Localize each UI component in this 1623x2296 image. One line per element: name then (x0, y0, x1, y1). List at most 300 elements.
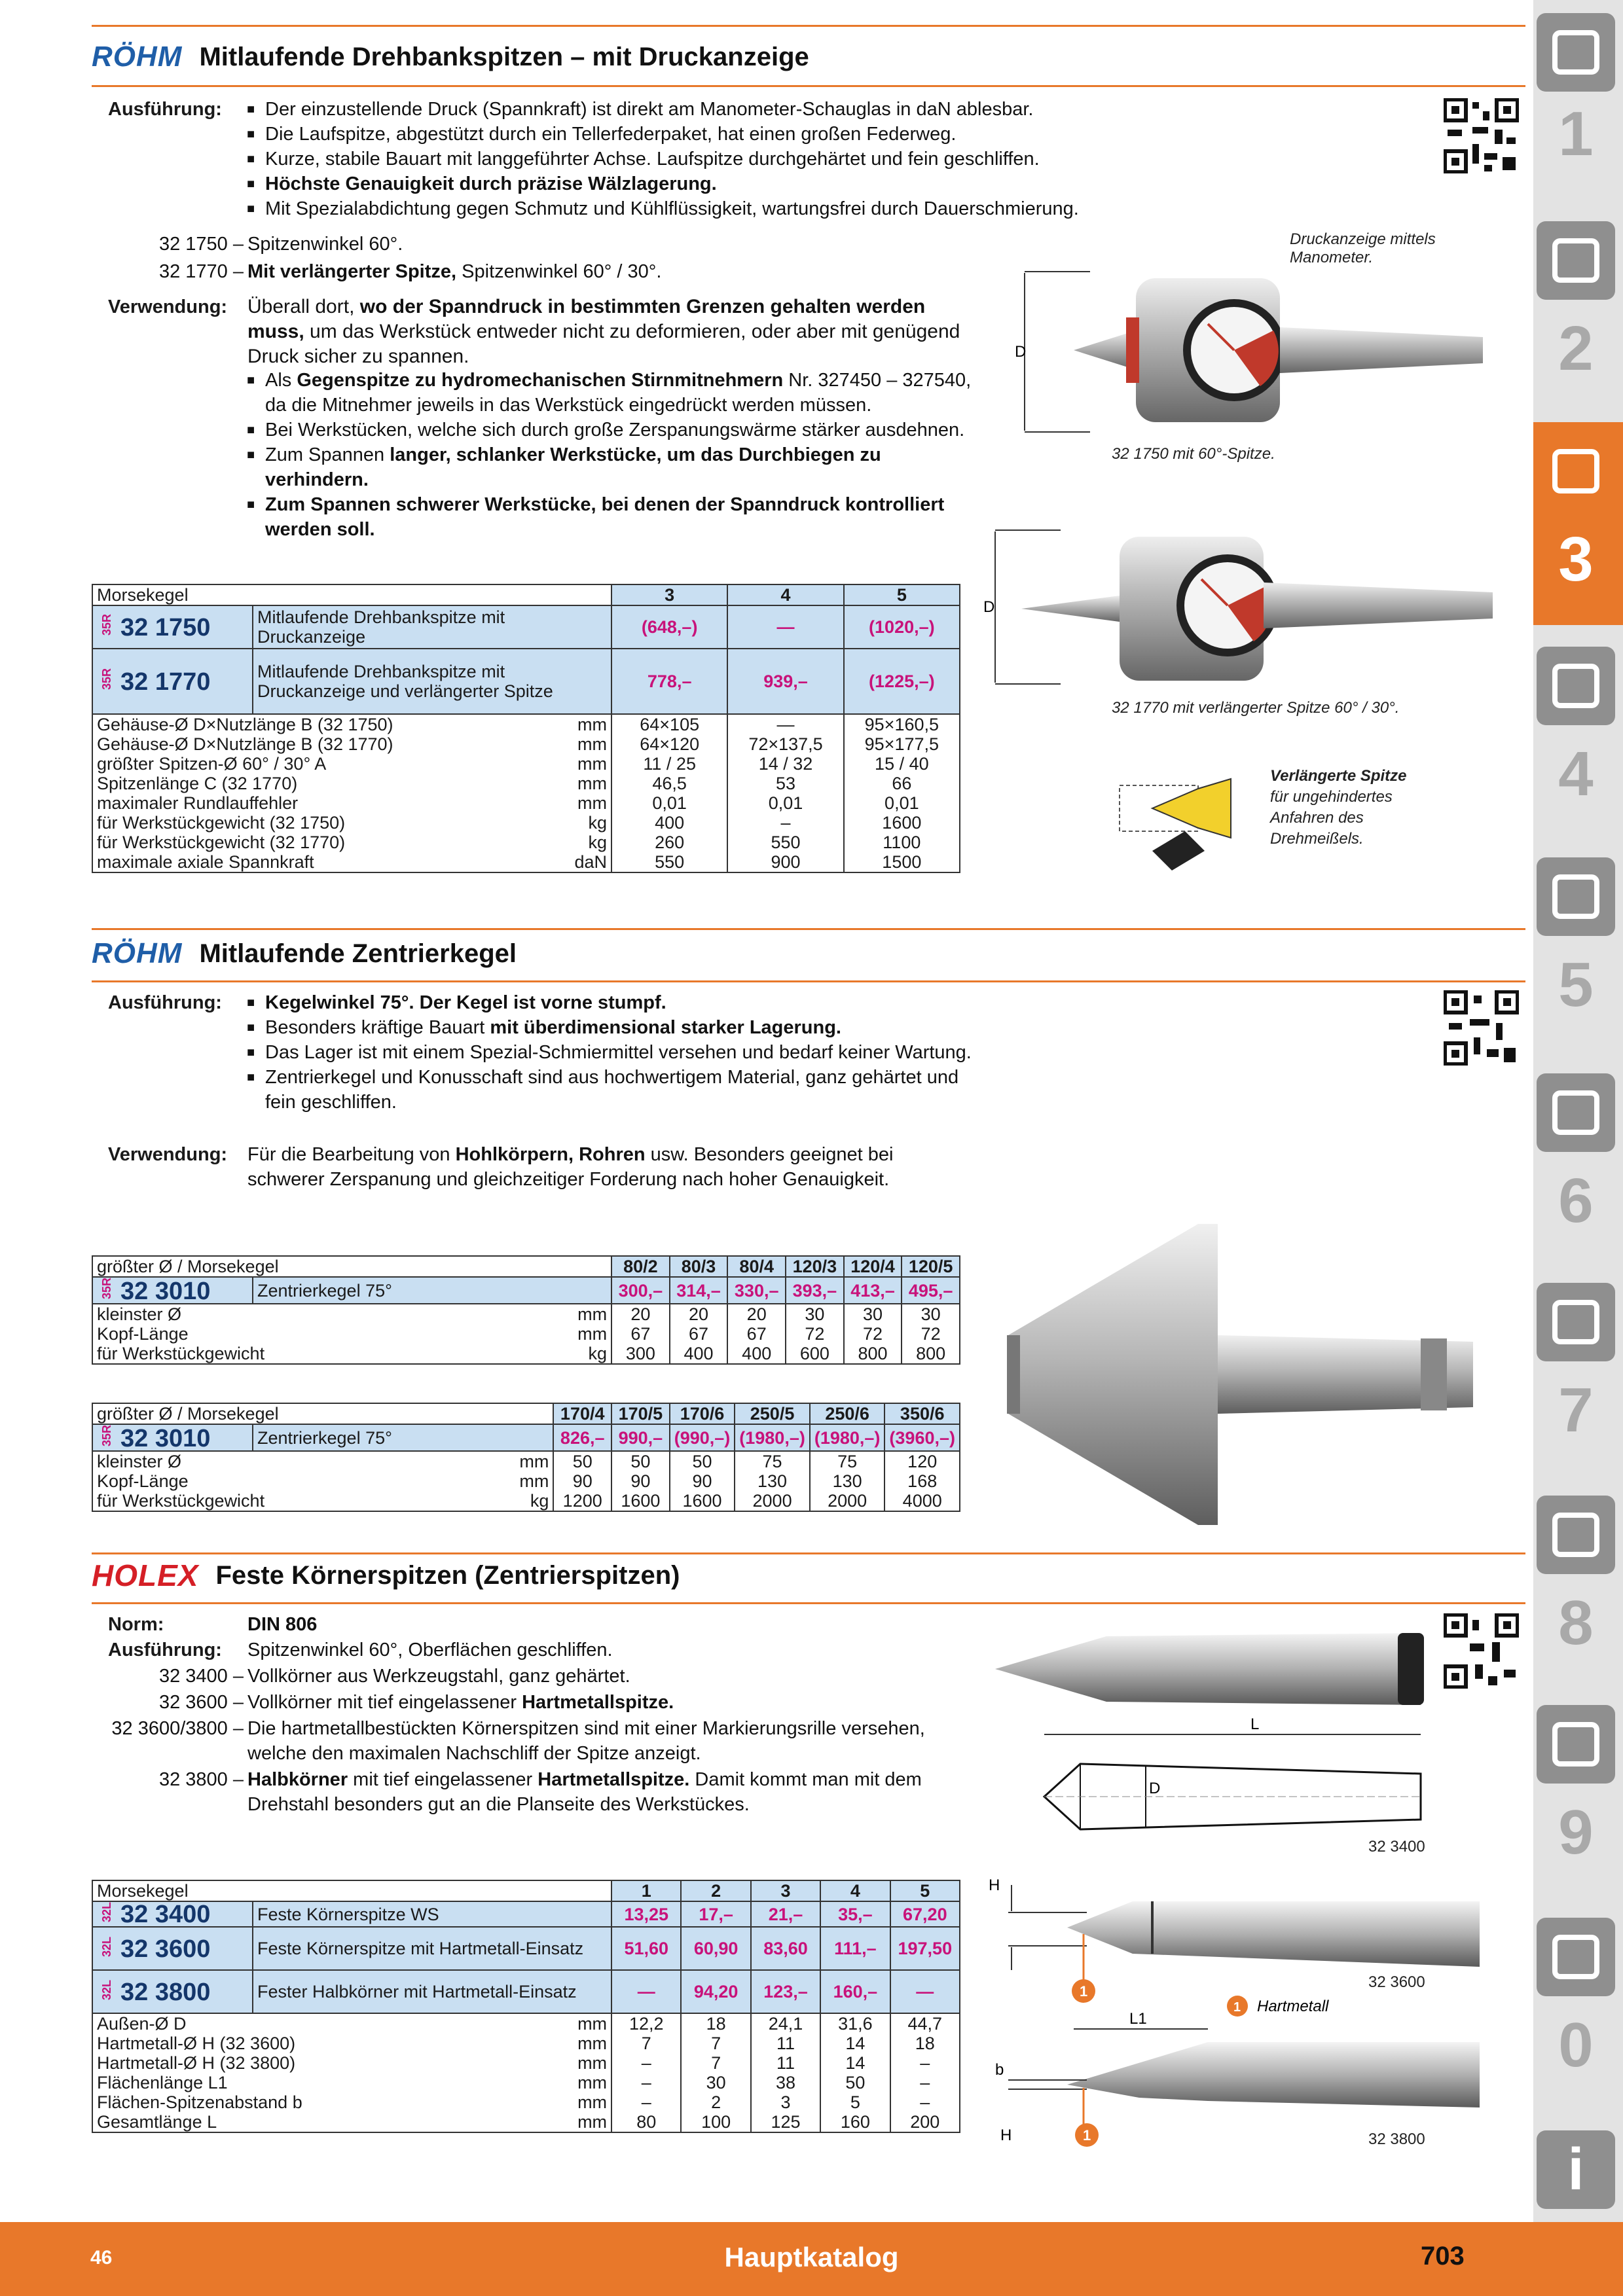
column-header: 170/6 (670, 1403, 735, 1424)
spec-value: 130 (810, 1471, 885, 1491)
spec-value: 7 (681, 2053, 750, 2073)
product-description: Zentrierkegel 75° (253, 1277, 611, 1304)
saw-icon[interactable] (1537, 857, 1615, 936)
product-row[interactable] (92, 649, 960, 714)
section3-rule (92, 1602, 1525, 1604)
spec-label: für Werkstückgewicht (32 1750) (92, 813, 559, 833)
svg-text:b: b (995, 2061, 1004, 2079)
spec-row (92, 2092, 960, 2112)
table-header-row (92, 584, 960, 605)
spec-value: 90 (670, 1471, 735, 1491)
spec-unit: kg (559, 813, 611, 833)
chapter-number[interactable]: 0 (1558, 2010, 1594, 2080)
svg-text:1: 1 (1083, 2127, 1091, 2144)
roehm-logo: RÖHM (92, 937, 183, 969)
spec-value: 1600 (670, 1491, 735, 1511)
spec-value: 0,01 (727, 793, 843, 813)
price-cell: 111,– (820, 1927, 890, 1970)
variant-text: Halbkörner mit tief eingelassener Hartmetallspitze. Damit kommt man mit dem Drehstahl besonders gut an die Planseite des Werkstückes. (247, 1769, 922, 1815)
spec-unit: kg (559, 833, 611, 852)
spec-value: 1100 (844, 833, 960, 852)
spec-value: – (611, 2073, 681, 2092)
article-number[interactable]: 32 3600 (120, 1935, 211, 1963)
column-header: 80/3 (670, 1256, 728, 1277)
price-cell: 94,20 (681, 1970, 750, 2013)
column-header: 80/2 (611, 1256, 670, 1277)
spec-unit: mm (559, 2013, 611, 2034)
table-centering-cone-b (92, 1403, 960, 1512)
section1-bullets (265, 97, 1313, 221)
product-description: Zentrierkegel 75° (253, 1424, 553, 1451)
chapter-number[interactable]: 4 (1558, 739, 1594, 809)
spec-value: 400 (670, 1344, 728, 1364)
product-code-cell (92, 1277, 253, 1304)
article-number[interactable]: 32 3010 (120, 1425, 211, 1453)
header-label: größter Ø / Morsekegel (92, 1256, 611, 1277)
spec-value: 14 (820, 2053, 890, 2073)
table-live-centers (92, 584, 960, 873)
article-number[interactable]: 32 3010 (120, 1278, 211, 1306)
spec-value: 125 (751, 2112, 820, 2132)
safety-icon[interactable] (1537, 1918, 1615, 1996)
spec-value: 3 (751, 2092, 820, 2112)
variant-code: 32 3600 – (158, 1692, 244, 1713)
section2-title-bar (92, 937, 517, 970)
spec-label: Kopf-Länge (92, 1471, 501, 1491)
spec-value: 160 (820, 2112, 890, 2132)
spec-value: 64×120 (611, 734, 727, 754)
info-label: i (1567, 2137, 1584, 2202)
bullet: ■ Zentrierkegel und Konusschaft sind aus hochwertigem Material, ganz gehärtet und fein geschliffen. (265, 1065, 979, 1115)
spec-value: 31,6 (820, 2013, 890, 2034)
spec-unit: mm (559, 754, 611, 774)
section1-title-bar (92, 41, 809, 73)
price-cell: (990,–) (670, 1424, 735, 1451)
product-code-cell (92, 649, 253, 714)
spec-unit: mm (501, 1451, 553, 1471)
spec-unit: mm (559, 2053, 611, 2073)
price-cell: 939,– (727, 649, 843, 714)
footer-bar (0, 2222, 1623, 2296)
column-header: 120/4 (844, 1256, 902, 1277)
roehm-logo: RÖHM (92, 41, 183, 73)
spec-value: 11 (751, 2034, 820, 2053)
spec-value: – (727, 813, 843, 833)
group-tag: 32L (100, 1902, 113, 1923)
variant-code: 32 3600/3800 – (111, 1718, 244, 1739)
spec-value: – (890, 2092, 960, 2112)
spec-value: 0,01 (611, 793, 727, 813)
spec-row (92, 774, 960, 793)
centering-cone-image (1002, 1217, 1499, 1532)
spec-value: 168 (884, 1471, 960, 1491)
verwendung-text: Überall dort, wo der Spanndruck in bestimmten Grenzen gehalten werden muss, um das Werkstück entweder nicht zu deformieren, oder aber mit genügend Druck sicher zu spannen. (247, 296, 960, 367)
spec-value: 50 (670, 1451, 735, 1471)
bullet: ■ Mit Spezialabdichtung gegen Schmutz und Kühlflüssigkeit, wartungsfrei durch Dauerschmierung. (265, 196, 1313, 221)
price-cell: 393,– (786, 1277, 844, 1304)
svg-text:1: 1 (1233, 2000, 1241, 2015)
caption-323600: 32 3600 (1368, 1973, 1425, 1991)
product-code-cell (92, 1424, 253, 1451)
spec-value: 90 (553, 1471, 611, 1491)
product-row[interactable] (92, 605, 960, 649)
live-center-1750-image (1012, 259, 1503, 439)
product-description: Fester Halbkörner mit Hartmetall-Einsatz (253, 1970, 611, 2013)
spec-row (92, 833, 960, 852)
svg-text:D: D (1149, 1780, 1161, 1797)
spec-value: 1200 (553, 1491, 611, 1511)
product-code-cell (92, 1901, 253, 1927)
spec-value: 50 (611, 1451, 670, 1471)
cabinet-icon[interactable] (1537, 1705, 1615, 1784)
product-row[interactable] (92, 1970, 960, 2013)
group-tag: 32L (100, 1979, 113, 2000)
bullet: ■ Kurze, stabile Bauart mit langgeführter Achse. Laufspitze durchgehärtet und fein geschliffen. (265, 147, 1313, 171)
price-cell: 197,50 (890, 1927, 960, 1970)
spec-value: 2000 (735, 1491, 810, 1511)
ausfuehrung-label: Ausführung: (108, 1640, 222, 1660)
header-label: Morsekegel (92, 1880, 611, 1901)
spec-row (92, 1491, 960, 1511)
chapter-number[interactable]: 3 (1558, 524, 1594, 594)
svg-text:H: H (989, 1876, 1000, 1894)
section3-title-bar (92, 1558, 680, 1593)
column-header: 120/5 (902, 1256, 960, 1277)
table-fixed-centers (92, 1880, 960, 2133)
table-header-row (92, 1403, 960, 1424)
section2-title: Mitlaufende Zentrierkegel (199, 939, 517, 968)
spec-value: 1600 (844, 813, 960, 833)
chapter-number[interactable]: 7 (1558, 1375, 1594, 1445)
spec-unit: mm (559, 2112, 611, 2132)
bullet: ■ Kegelwinkel 75°. Der Kegel ist vorne stumpf. (265, 990, 979, 1015)
group-tag: 35R (100, 1278, 113, 1300)
spec-value: 4000 (884, 1491, 960, 1511)
spec-value: 38 (751, 2073, 820, 2092)
variant-text: Die hartmetallbestückten Körnerspitzen sind mit einer Markierungsrille versehen, welche den maximalen Nachschliff der Spitze anzeigt. (247, 1718, 925, 1764)
spec-label: für Werkstückgewicht (32 1770) (92, 833, 559, 852)
spec-value: 24,1 (751, 2013, 820, 2034)
spec-row (92, 2073, 960, 2092)
catalog-name: Hauptkatalog (724, 2242, 899, 2272)
table-header-row (92, 1256, 960, 1277)
spec-unit: mm (559, 1304, 611, 1324)
caliper-icon[interactable] (1537, 647, 1615, 725)
spec-value: 95×160,5 (844, 714, 960, 734)
spec-value: 7 (611, 2034, 681, 2053)
caption-321750: 32 1750 mit 60°-Spitze. (1112, 445, 1275, 463)
column-header: 250/5 (735, 1403, 810, 1424)
svg-text:H: H (1000, 2126, 1012, 2144)
spec-value: 53 (727, 774, 843, 793)
chapter-number[interactable]: 2 (1558, 314, 1594, 384)
spec-value: 30 (681, 2073, 750, 2092)
spec-value: 30 (786, 1304, 844, 1324)
norm-value: DIN 806 (247, 1614, 318, 1635)
spec-label: kleinster Ø (92, 1304, 559, 1324)
section1-rule (92, 85, 1525, 87)
column-header: 350/6 (884, 1403, 960, 1424)
carbide-center-images (982, 1872, 1493, 2147)
spec-value: – (890, 2073, 960, 2092)
spec-value: 120 (884, 1451, 960, 1471)
spec-value: 67 (611, 1324, 670, 1344)
spec-value: — (727, 714, 843, 734)
spec-value: 66 (844, 774, 960, 793)
svg-text:D: D (983, 598, 995, 616)
spec-value: 72×137,5 (727, 734, 843, 754)
spec-label: Gehäuse-Ø D×Nutzlänge B (32 1770) (92, 734, 559, 754)
spec-label: Gesamtlänge L (92, 2112, 559, 2132)
price-cell: — (611, 1970, 681, 2013)
bullet: ■ Als Gegenspitze zu hydromechanischen Stirnmitnehmern Nr. 327450 – 327540, da die Mitnehmer jeweils in das Werkstück eingedrückt werden müssen. (265, 368, 985, 418)
spec-value: 600 (786, 1344, 844, 1364)
price-cell: 67,20 (890, 1901, 960, 1927)
spec-unit: mm (559, 1324, 611, 1344)
spec-value: 20 (611, 1304, 670, 1324)
spec-row (92, 1304, 960, 1324)
column-header: 170/4 (553, 1403, 611, 1424)
spec-row (92, 2112, 960, 2132)
spec-value: 15 / 40 (844, 754, 960, 774)
svg-text:L: L (1250, 1715, 1260, 1733)
column-header: 5 (844, 584, 960, 605)
spec-value: – (611, 2053, 681, 2073)
caption-ext-tip: Verlängerte Spitze für ungehindertes Anfahren des Drehmeißels. (1270, 767, 1407, 848)
info-icon[interactable] (1537, 2130, 1615, 2209)
chapter-number[interactable]: 9 (1558, 1797, 1594, 1867)
variant-code: 32 1770 – (158, 261, 244, 282)
qr-code-icon[interactable] (1444, 1613, 1519, 1689)
ausfuehrung-label: Ausführung: (108, 992, 222, 1013)
spec-unit: mm (559, 793, 611, 813)
price-cell: (1980,–) (735, 1424, 810, 1451)
spec-label: maximaler Rundlauffehler (92, 793, 559, 813)
column-header: 2 (681, 1880, 750, 1901)
spec-value: 44,7 (890, 2013, 960, 2034)
spec-value: 67 (727, 1324, 786, 1344)
price-cell: 990,– (611, 1424, 670, 1451)
spec-unit: daN (559, 852, 611, 872)
spec-unit: mm (559, 714, 611, 734)
price-cell: 314,– (670, 1277, 728, 1304)
spec-label: Hartmetall-Ø H (32 3600) (92, 2034, 559, 2053)
product-description: Feste Körnerspitze mit Hartmetall-Einsatz (253, 1927, 611, 1970)
solid-center-image (989, 1617, 1434, 1721)
svg-text:Hartmetall: Hartmetall (1257, 1998, 1329, 2015)
chapter-number[interactable]: 6 (1558, 1166, 1594, 1236)
variant-text: Vollkörner mit tief eingelassener Hartmetallspitze. (247, 1692, 674, 1713)
group-tag: 35R (100, 1425, 113, 1447)
spec-value: 50 (553, 1451, 611, 1471)
spec-unit: kg (501, 1491, 553, 1511)
ausfuehrung-text: Spitzenwinkel 60°, Oberflächen geschliffen. (247, 1640, 613, 1660)
chapter-number[interactable]: 5 (1558, 950, 1594, 1020)
section3-top-rule (92, 1552, 1525, 1554)
spec-value: 75 (810, 1451, 885, 1471)
live-center-1770-image (982, 524, 1506, 694)
product-row[interactable] (92, 1277, 960, 1304)
spec-value: 260 (611, 833, 727, 852)
column-header: 170/5 (611, 1403, 670, 1424)
spec-row (92, 1471, 960, 1491)
insert-icon[interactable] (1537, 221, 1615, 300)
variant-text: Vollkörner aus Werkzeugstahl, ganz gehärtet. (247, 1666, 630, 1687)
price-cell: 778,– (611, 649, 727, 714)
spec-value: 100 (681, 2112, 750, 2132)
group-tag: 35R (100, 668, 113, 691)
price-cell: 17,– (681, 1901, 750, 1927)
price-cell: (3960,–) (884, 1424, 960, 1451)
price-cell: 300,– (611, 1277, 670, 1304)
spec-row (92, 734, 960, 754)
product-row[interactable] (92, 1901, 960, 1927)
article-number[interactable]: 32 3800 (120, 1978, 211, 2006)
section2-bullets (265, 990, 979, 1115)
bullet: ■ Höchste Genauigkeit durch präzise Wälzlagerung. (265, 171, 1313, 196)
spec-value: 80 (611, 2112, 681, 2132)
spec-label: kleinster Ø (92, 1451, 501, 1471)
spec-label: Flächen-Spitzenabstand b (92, 2092, 559, 2112)
spec-label: maximale axiale Spannkraft (92, 852, 559, 872)
spec-label: Flächenlänge L1 (92, 2073, 559, 2092)
toolbox-icon[interactable] (1537, 1496, 1615, 1574)
header-label: Morsekegel (92, 584, 611, 605)
price-cell: 826,– (553, 1424, 611, 1451)
product-code-cell (92, 605, 253, 649)
product-code-cell (92, 1970, 253, 2013)
spec-value: 95×177,5 (844, 734, 960, 754)
spec-row (92, 793, 960, 813)
spec-value: – (611, 2092, 681, 2112)
spec-value: 14 (820, 2034, 890, 2053)
spec-unit: mm (501, 1471, 553, 1491)
verwendung-text: Für die Bearbeitung von Hohlkörpern, Rohren usw. Besonders geeignet bei schwerer Zerspanung und gleichzeitiger Forderung nach hoher Genauigkeit. (247, 1144, 894, 1190)
chuck-icon[interactable] (1537, 432, 1615, 511)
article-number[interactable]: 32 1770 (120, 668, 211, 696)
extended-tip-diagram (1113, 753, 1257, 870)
spec-value: 18 (890, 2034, 960, 2053)
spec-unit: mm (559, 774, 611, 793)
spec-value: 11 (751, 2053, 820, 2073)
svg-text:1: 1 (1080, 1983, 1088, 2000)
spec-value: 800 (902, 1344, 960, 1364)
spec-value: 900 (727, 852, 843, 872)
bullet: ■ Bei Werkstücken, welche sich durch große Zerspanungswärme stärker ausdehnen. (265, 418, 985, 442)
chapter-number[interactable]: 1 (1558, 99, 1594, 169)
chapter-number[interactable]: 8 (1558, 1588, 1594, 1658)
price-cell: (648,–) (611, 605, 727, 649)
product-code-cell (92, 1927, 253, 1970)
drill-icon[interactable] (1537, 13, 1615, 92)
svg-text:L1: L1 (1129, 2010, 1147, 2028)
spec-label: für Werkstückgewicht (92, 1344, 559, 1364)
spec-value: 30 (902, 1304, 960, 1324)
spec-value: 400 (727, 1344, 786, 1364)
spec-row (92, 852, 960, 872)
price-cell: — (727, 605, 843, 649)
spec-row (92, 2013, 960, 2034)
bullet: ■ Besonders kräftige Bauart mit überdimensional starker Lagerung. (265, 1015, 979, 1040)
column-header: 250/6 (810, 1403, 885, 1424)
section2-rule (92, 980, 1525, 982)
bullet: ■ Zum Spannen schwerer Werkstücke, bei denen der Spanndruck kontrolliert werden soll. (265, 492, 985, 542)
column-header: 3 (611, 584, 727, 605)
top-rule (92, 25, 1525, 27)
spec-value: 50 (820, 2073, 890, 2092)
price-cell: 21,– (751, 1901, 820, 1927)
spec-value: 1500 (844, 852, 960, 872)
bullet: ■ Das Lager ist mit einem Spezial-Schmiermittel versehen und bedarf keiner Wartung. (265, 1040, 979, 1065)
svg-text:D: D (1015, 343, 1027, 361)
spec-value: 7 (681, 2034, 750, 2053)
group-tag: 32L (100, 1936, 113, 1957)
column-header: 5 (890, 1880, 960, 1901)
section2-top-rule (92, 928, 1525, 930)
qr-code-icon[interactable] (1444, 990, 1519, 1066)
article-number[interactable]: 32 3400 (120, 1901, 211, 1929)
page-number-left: 46 (90, 2247, 113, 2269)
price-cell: — (890, 1970, 960, 2013)
column-header: 1 (611, 1880, 681, 1901)
spec-row (92, 813, 960, 833)
solid-center-drawing (1041, 1708, 1453, 1856)
spec-row (92, 714, 960, 734)
spec-value: 1600 (611, 1491, 670, 1511)
verwendung-label: Verwendung: (108, 1144, 228, 1165)
spec-label: Außen-Ø D (92, 2013, 559, 2034)
column-header: 3 (751, 1880, 820, 1901)
column-header: 120/3 (786, 1256, 844, 1277)
spec-value: 20 (670, 1304, 728, 1324)
price-cell: 330,– (727, 1277, 786, 1304)
spec-label: Spitzenlänge C (32 1770) (92, 774, 559, 793)
spec-value: 550 (727, 833, 843, 852)
spec-value: 2 (681, 2092, 750, 2112)
spec-value: 400 (611, 813, 727, 833)
spec-unit: mm (559, 2073, 611, 2092)
caption-323400: 32 3400 (1368, 1838, 1425, 1856)
spec-value: 72 (844, 1324, 902, 1344)
spec-value: 72 (786, 1324, 844, 1344)
variant-code: 32 3800 – (158, 1769, 244, 1790)
variant-code: 32 3400 – (158, 1666, 244, 1687)
wrench-icon[interactable] (1537, 1073, 1615, 1152)
price-cell: 60,90 (681, 1927, 750, 1970)
qr-code-icon[interactable] (1444, 98, 1519, 173)
spec-row (92, 1344, 960, 1364)
caption-323800: 32 3800 (1368, 2130, 1425, 2148)
spec-value: 130 (735, 1471, 810, 1491)
spec-value: 14 / 32 (727, 754, 843, 774)
spec-value: 90 (611, 1471, 670, 1491)
column-header: 4 (820, 1880, 890, 1901)
variant-code: 32 1750 – (158, 234, 244, 255)
header-label: größter Ø / Morsekegel (92, 1403, 553, 1424)
spec-row (92, 754, 960, 774)
spec-value: 12,2 (611, 2013, 681, 2034)
spec-row (92, 2053, 960, 2073)
product-row[interactable] (92, 1927, 960, 1970)
holex-logo: HOLEX (92, 1558, 199, 1592)
pliers-icon[interactable] (1537, 1283, 1615, 1361)
spec-value: 550 (611, 852, 727, 872)
product-row[interactable] (92, 1424, 960, 1451)
price-cell: 495,– (902, 1277, 960, 1304)
group-tag: 35R (100, 614, 113, 636)
spec-row (92, 2034, 960, 2053)
article-number[interactable]: 32 1750 (120, 614, 211, 642)
